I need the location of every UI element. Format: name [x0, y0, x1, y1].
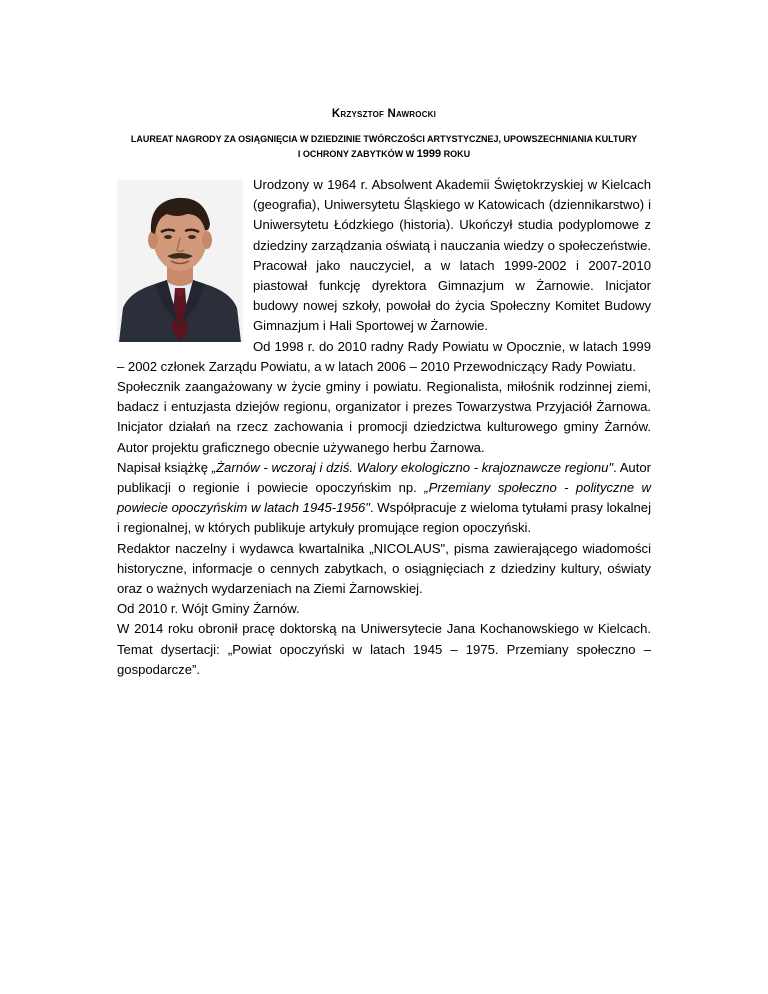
person-name: Krzysztof Nawrocki	[331, 108, 437, 120]
portrait-photo	[117, 180, 243, 342]
paragraph-mayor: Od 2010 r. Wójt Gminy Żarnów.	[117, 601, 300, 617]
portrait-illustration	[117, 180, 243, 342]
paragraph-doctorate: W 2014 roku obronił pracę doktorską na Uniwersytecie Jana Kochanowskiego w Kielcach. Temat dysertacji: „Powiat opoczyński w latach 1945 – 1975. Przemiany społeczno – gospodarcze”.	[117, 621, 651, 677]
award-title-line-2	[0, 147, 768, 162]
award-title-line-2-suffix: ROKU	[441, 149, 471, 159]
paragraph-publications	[117, 458, 651, 539]
paragraph-editor: Redaktor naczelny i wydawca kwartalnika „NICOLAUS", pisma zawierającego wiadomości historyczne, informacje o cennych zabytkach, o osiągnięciach z dziedziny kultury, oświaty oraz o ważnych wydarzeniach na Ziemi Żarnowskiej.	[117, 540, 651, 597]
paragraph-education: Urodzony w 1964 r. Absolwent Akademii Świętokrzyskiej w Kielcach (geografia), Uniwersytetu Śląskiego w Katowicach (dziennikarstwo) i Uniwersytetu Łódzkiego (historia). Ukończył studia podyplomowe z dziedziny zarządzania oświatą i nauczania wiedzy o społeczeństwie. Pracował jako nauczyciel, a w latach 1999-2002 i 2007-2010 piastował funkcję dyrektora Gimnazjum w Żarnowie. Inicjator budowy nowej szkoły, powołał do życia Społeczny Komitet Budowy Gimnazjum i Hali Sportowej w Żarnowie.	[253, 177, 651, 334]
publication-title: „Przemiany społeczno - polityczne w powiecie opoczyńskim w latach 1945-1956"	[117, 480, 651, 516]
award-title-line-2-prefix: I OCHRONY ZABYTKÓW W	[297, 149, 417, 159]
book-title: „Żarnów - wczoraj i dziś. Walory ekologiczno - krajoznawcze regionu"	[211, 459, 614, 475]
document-header	[0, 106, 768, 162]
paragraph-social-activity: Społecznik zaangażowany w życie gminy i powiatu. Regionalista, miłośnik rodzinnej ziemi, badacz i entuzjasta dziejów regionu, organizator i prezes Towarzystwa Przyjaciół Żarnowa. Inicjator działań na rzecz zachowania i promocji dziedzictwa kulturowego gminy Żarnów. Autor projektu graficznego obecnie używanego herbu Żarnowa.	[117, 379, 651, 455]
paragraph-council: Od 1998 r. do 2010 radny Rady Powiatu w Opocznie, w latach 1999 – 2002 członek Zarządu Powiatu, a w latach 2006 – 2010 Przewodniczący Rady Powiatu.	[117, 338, 651, 374]
publications-text-3: . Współpracuje z wieloma tytułami prasy lokalnej i regionalnej, w których publikuje artykuły promujące region opoczyński.	[117, 500, 651, 536]
biography-text	[117, 175, 651, 680]
publications-text-2: . Autor publikacji o regionie i powiecie opoczyńskim np.	[117, 459, 651, 496]
award-title-line-1: LAUREAT NAGRODY ZA OSIĄGNIĘCIA W DZIEDZINIE TWÓRCZOŚCI ARTYSTYCZNEJ, UPOWSZECHNIANIA KULTURY	[130, 134, 638, 144]
publications-text-1: Napisał książkę	[117, 459, 212, 475]
award-year: 1999	[416, 148, 442, 160]
award-title	[0, 132, 768, 162]
